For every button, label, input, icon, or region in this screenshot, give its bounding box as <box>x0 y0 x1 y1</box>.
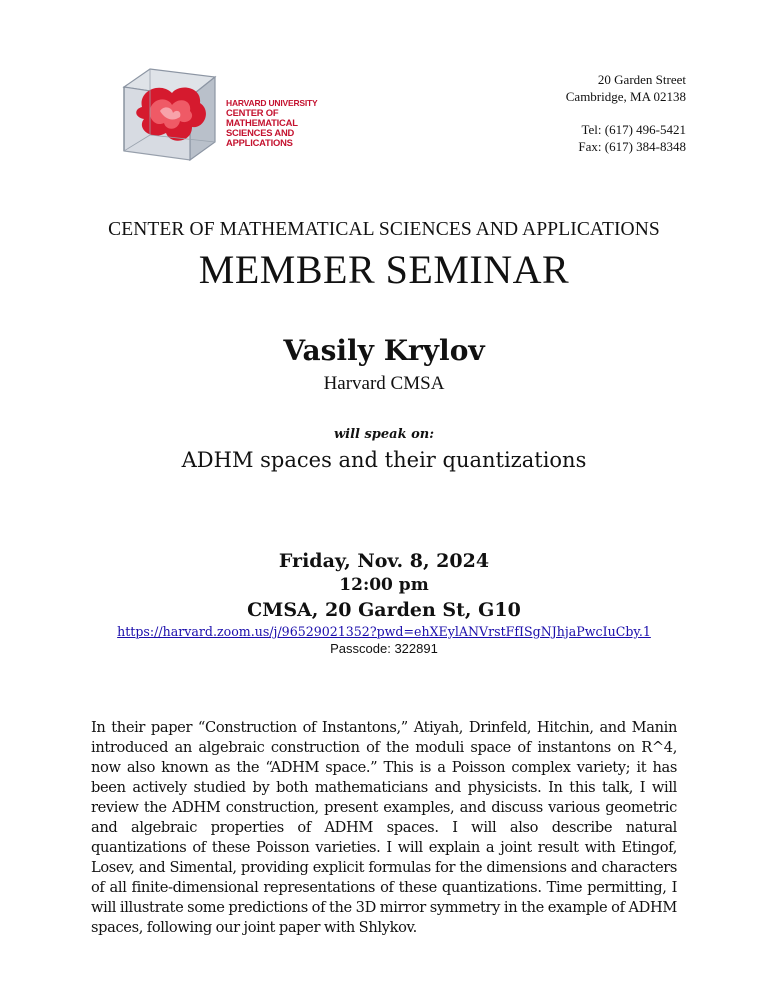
cmsa-logo <box>120 67 350 162</box>
speaker-affiliation: Harvard CMSA <box>323 373 445 394</box>
org-heading: CENTER OF MATHEMATICAL SCIENCES AND APPLICATIONS <box>108 219 660 240</box>
event-date: Friday, Nov. 8, 2024 <box>278 550 490 572</box>
address-city: Cambridge, MA 02138 <box>565 89 686 104</box>
cube-logo-icon <box>120 67 226 162</box>
seminar-title: MEMBER SEMINAR <box>198 247 570 292</box>
talk-title: ADHM spaces and their quantizations <box>181 448 587 472</box>
address-tel: Tel: (617) 496-5421 <box>581 122 686 137</box>
event-time: 12:00 pm <box>339 575 429 595</box>
abstract-paragraph: In their paper “Construction of Instantons,” Atiyah, Drinfeld, Hitchin, and Manin introduced an algebraic construction of the moduli space of instantons on R^4, now also known as the “ADHM space.” This is a Poisson complex variety; it has been actively studied by both mathematicians and physicists. In this talk, I will review the ADHM construction, present examples, and discuss various geometric and algebraic properties of ADHM spaces. I will also describe natural quantizations of these Poisson varieties. I will explain a joint result with Etingof, Losev, and Simental, providing explicit formulas for the dimensions and characters of all finite-dimensional representations of these quantizations. Time permitting, I will illustrate some predictions of the 3D mirror symmetry in the example of ADHM spaces, following our joint paper with Shlykov. <box>91 719 677 936</box>
address-block <box>566 71 686 155</box>
address-street: 20 Garden Street <box>597 72 686 87</box>
logo-line-2: CENTER OF MATHEMATICAL <box>226 107 298 128</box>
will-speak-label: will speak on: <box>333 427 435 442</box>
logo-line-1: HARVARD UNIVERSITY <box>226 98 318 108</box>
speaker-name: Vasily Krylov <box>283 334 485 367</box>
logo-wordmark <box>226 98 350 148</box>
zoom-passcode: Passcode: 322891 <box>330 641 438 656</box>
logo-line-3: SCIENCES AND APPLICATIONS <box>226 127 295 148</box>
address-fax: Fax: (617) 384-8348 <box>578 139 686 154</box>
event-location: CMSA, 20 Garden St, G10 <box>247 599 521 621</box>
zoom-link[interactable]: https://harvard.zoom.us/j/96529021352?pwd=ehXEylANVrstFfISgNJhjaPwcIuCby.1 <box>117 624 651 639</box>
